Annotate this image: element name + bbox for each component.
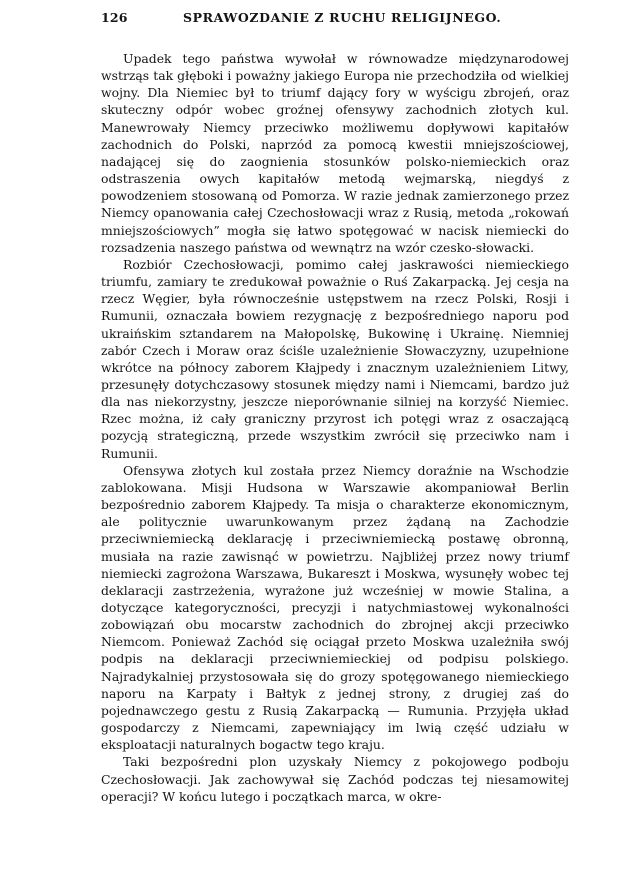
page-number: 126 bbox=[101, 10, 128, 25]
paragraph-partition-czechoslovakia: Rozbiór Czechosłowacji, pomimo całej jaskrawości niemieckiego triumfu, zamiary te zredukował poważnie o Ruś Zakarpacką. Jej cesja na rzecz Węgier, była równocześnie ustępstwem na rzecz Polski, Rosji i Rumunii, oznaczała bowiem rezygnację z bezpośredniego naporu pod ukraińskim sztandarem na Małopolskę, Bukowinę i Ukrainę. Niemniej zabór Czech i Moraw oraz ściśle uzależnienie Słowaczyzny, uzupełnione wkrótce na północy zaborem Kłajpedy i znacznym uzależnieniem Litwy, przesunęły dotychczasowy stosunek między nami i Niemcami, bardzo już dla nas niekorzystny, jeszcze nieporównanie silniej na korzyść Niemiec. Rzec można, iż cały graniczny przyrost ich potęgi wraz z osaczającą pozycją strategiczną, przede wszystkim zwrócił się przeciwko nam i Rumunii. bbox=[101, 256, 569, 461]
paragraph-golden-bullets-offensive: Ofensywa złotych kul została przez Niemcy doraźnie na Wschodzie zablokowana. Misji Hudsona w Warszawie akompaniował Berlin bezpośrednio zaborem Kłajpedy. Ta misja o charakterze ekonomicznym, ale politycznie uwarunkowanym przez żądaną na Zachodzie przeciwniemiecką deklarację i przeciwniemiecką postawę obronną, musiała na razie zawisnąć w powietrzu. Najbliżej przez nowy triumf niemiecki zagrożona Warszawa, Bukareszt i Moskwa, wysunęły wobec tej deklaracji zastrzeżenia, wyrażone już wcześniej w mowie Stalina, a dotyczące kategoryczności, precyzji i natychmiastowej wykonalności zobowiązań obu mocarstw zachodnich do zbrojnej akcji przeciwko Niemcom. Ponieważ Zachód się ociągał przeto Moskwa uzależniła swój podpis na deklaracji przeciwniemieckiej od podpisu polskiego. Najradykalniej przystosowała się do grozy spotęgowanego niemieckiego naporu na Karpaty i Bałtyk z jednej strony, z drugiej zaś do pojednawczego gestu z Rusią Zakarpacką — Rumunia. Przyjęła układ gospodarczy z Niemcami, zapewniający im lwią część udziału w eksploatacji naturalnych bogactw tego kraju. bbox=[101, 462, 569, 753]
paragraph-direct-yield: Taki bezpośredni plon uzyskały Niemcy z pokojowego podboju Czechosłowacji. Jak zachowywał się Zachód podczas tej niesamowitej operacji? W końcu lutego i początkach marca, w okre- bbox=[101, 754, 569, 804]
paragraph-fall-of-state: Upadek tego państwa wywołał w równowadze międzynarodowej wstrząs tak głęboki i poważny jakiego Europa nie przechodziła od wielkiej wojny. Dla Niemiec był to triumf dający fory w wyścigu zbrojeń, oraz skuteczny odpór wobec groźnej ofensywy zachodnich złotych kul. Manewrowały Niemcy przeciwko możliwemu dopływowi kapitałów zachodnich do Polski, naprzód za pomocą kwestii mniejszościowej, nadającej się do zaognienia stosunków polsko-niemieckich oraz odstraszenia owych kapitałów metodą wejmarską, niegdyś z powodzeniem stosowaną od Pomorza. W razie jednak zamierzonego przez Niemcy opanowania całej Czechosłowacji wraz z Rusią, metoda „rokowań mniejszościowych” mogła się łatwo spotęgować w nacisk niemiecki do rozsadzenia naszego państwa od wewnątrz na wzór czesko-słowacki. bbox=[101, 51, 569, 255]
running-head bbox=[101, 10, 569, 32]
running-title: SPRAWOZDANIE Z RUCHU RELIGIJNEGO. bbox=[183, 10, 502, 25]
body-text bbox=[101, 50, 569, 805]
